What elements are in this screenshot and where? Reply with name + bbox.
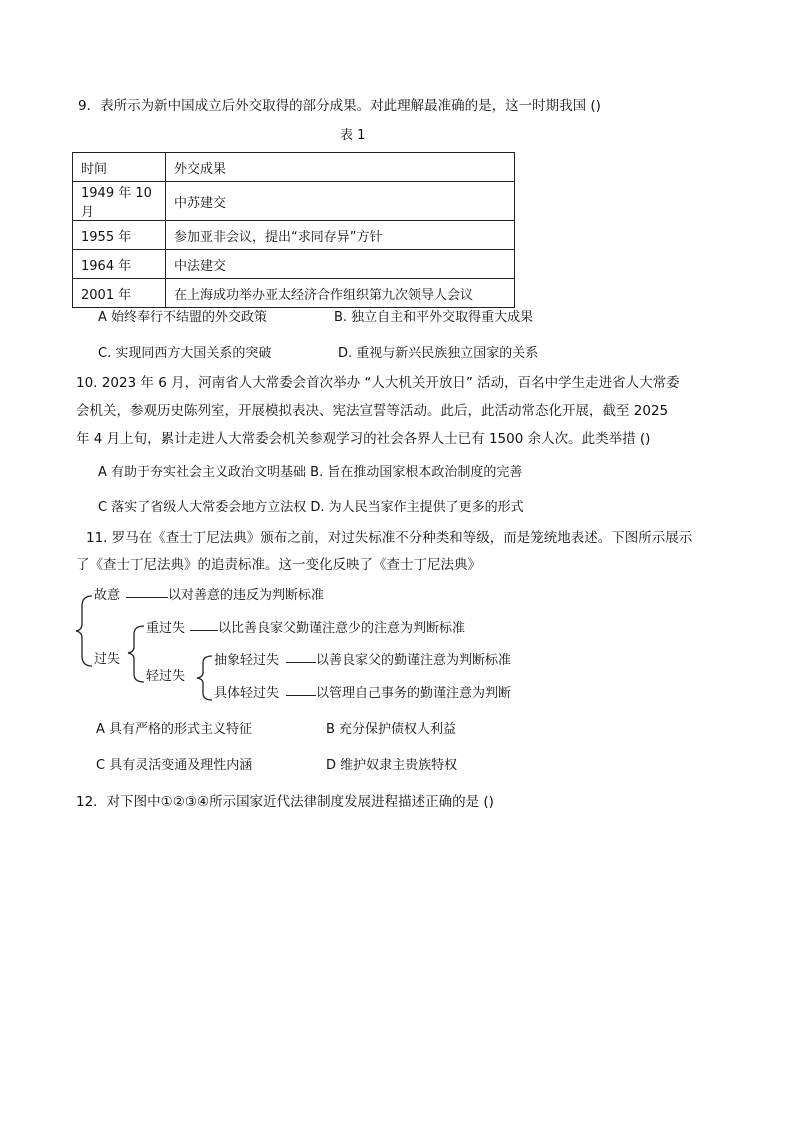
table-cell-result: 参加亚非会议，提出“求同存异”方针 [166,221,515,250]
q11-line-2: 了《查士丁尼法典》的追责标准。这一变化反映了《查士丁尼法典》 [76,557,481,573]
outer-brace [74,594,94,668]
q11-option-b[interactable]: B 充分保护债权人利益 [326,722,457,737]
light-brace [194,654,214,702]
table-cell-result: 中苏建交 [166,182,515,221]
table-caption: 表 1 [340,128,366,143]
q10-options-cd[interactable]: C 落实了省级人大常委会地方立法权 D. 为人民当家作主提供了更多的形式 [98,500,524,515]
q10-options-ab[interactable]: A 有助于夯实社会主义政治文明基础 B. 旨在推动国家根本政治制度的完善 [98,465,523,480]
intent-label: 故意 [94,588,121,603]
concrete-light-label: 具体轻过失 [214,686,280,701]
q11-option-a[interactable]: A 具有严格的形式主义特征 [96,722,253,737]
q9-stem: 9．表所示为新中国成立后外交取得的部分成果。对此理解最准确的是，这一时期我国 () [78,98,601,114]
light-negligence-label: 轻过失 [146,669,186,684]
q12-stem: 12．对下图中①②③④所示国家近代法律制度发展进程描述正确的是 () [76,794,494,810]
q11-line-1: 11. 罗马在《查士丁尼法典》颁布之前，对过失标准不分种类和等级，而是笼统地表述。下图所示展示 [86,530,693,546]
gross-negligence-desc: 以比善良家父勤谨注意少的注意为判断标准 [218,621,466,636]
intent-desc: 以对善意的违反为判断标准 [168,588,325,603]
table-cell-time: 1964 年 [73,250,166,279]
table-cell-time: 2001 年 [73,279,166,308]
intent-connector [126,597,168,598]
q10-line-1: 10. 2023 年 6 月，河南省人大常委会首次举办 “人大机关开放日” 活动，百名中学生走进省人大常委 [76,375,680,391]
q9-option-c[interactable]: C. 实现同西方大国关系的突破 [98,346,272,361]
abstract-connector [286,662,316,663]
q9-option-d[interactable]: D. 重视与新兴民族独立国家的关系 [338,346,539,361]
diplomacy-table [72,152,515,308]
concrete-light-desc: 以管理自己事务的勤谨注意为判断 [316,686,512,701]
negligence-label: 过失 [94,652,121,667]
table-cell-result: 在上海成功举办亚太经济合作组织第九次领导人会议 [166,279,515,308]
table-row [73,250,515,279]
table-row [73,182,515,221]
concrete-connector [286,695,316,696]
table-cell-time: 1955 年 [73,221,166,250]
table-header-row [73,153,515,182]
q9-option-b[interactable]: B. 独立自主和平外交取得重大成果 [334,310,534,325]
table-cell-time: 1949 年 10 月 [73,182,166,221]
q11-option-d[interactable]: D 维护奴隶主贵族特权 [326,758,458,773]
abstract-light-desc: 以善良家父的勤谨注意为判断标准 [316,653,512,668]
abstract-light-label: 抽象轻过失 [214,653,280,668]
q9-option-a[interactable]: A 始终奉行不结盟的外交政策 [98,310,268,325]
table-cell-result: 中法建交 [166,250,515,279]
gross-connector [190,630,218,631]
gross-negligence-label: 重过失 [146,621,186,636]
table-header-time: 时间 [73,153,166,182]
q10-line-2: 会机关，参观历史陈列室，开展模拟表决、宪法宣誓等活动。此后，此活动常态化开展，截至 2025 [76,403,669,419]
table-header-result: 外交成果 [166,153,515,182]
q11-option-c[interactable]: C 具有灵活变通及理性内涵 [96,758,253,773]
negligence-brace [126,624,146,684]
q10-line-3: 年 4 月上旬，累计走进人大常委会机关参观学习的社会各界人士已有 1500 余人次。此类举措 () [76,431,651,447]
table-row [73,279,515,308]
table-row [73,221,515,250]
